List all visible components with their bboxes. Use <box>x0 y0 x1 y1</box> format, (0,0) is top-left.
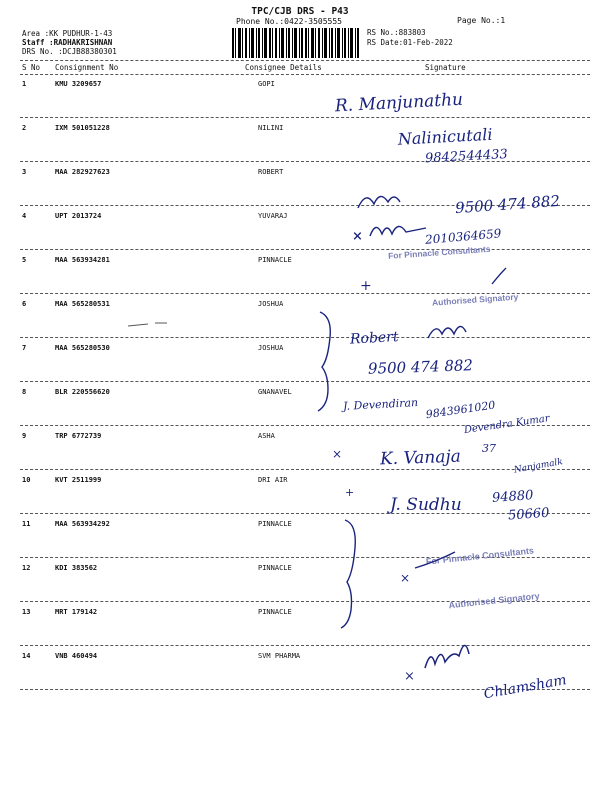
row-consignee: ROBERT <box>258 168 284 176</box>
handwritten-phone: 9842544433 <box>424 147 509 167</box>
row-sno: 8 <box>22 388 27 396</box>
signature-scribble <box>425 645 469 668</box>
handwritten-mark: × <box>332 447 343 461</box>
signature-scribble <box>358 196 400 208</box>
handwritten-phone: 2010364659 <box>424 226 502 247</box>
row-consignment-no: IXM 501051228 <box>55 124 110 132</box>
row-consignee: PINNACLE <box>258 256 292 264</box>
drs-number: DRS No. :DCJB88380301 <box>22 47 117 56</box>
signature-scribble <box>370 226 426 236</box>
row-sno: 13 <box>22 608 31 616</box>
row-sno: 14 <box>22 652 31 660</box>
row-sno: 9 <box>22 432 27 440</box>
row-consignee: SVM PHARMA <box>258 652 301 660</box>
row-sno: 3 <box>22 168 27 176</box>
handwritten-mark: + <box>360 278 372 294</box>
stray-mark <box>128 323 167 326</box>
row-consignee: ASHA <box>258 432 275 440</box>
col-consignee: Consignee Details <box>245 63 322 72</box>
handwritten-number: 37 <box>482 442 496 455</box>
col-sno: S No <box>22 63 41 72</box>
row-consignee: DRI AIR <box>258 476 288 484</box>
row-consignment-no: KVT 2511999 <box>55 476 102 484</box>
row-consignee: YUVARAJ <box>258 212 288 220</box>
handwritten-phone: 50660 <box>507 505 550 524</box>
handwritten-signature: J. Devendiran <box>342 396 419 413</box>
row-sno: 5 <box>22 256 27 264</box>
stamp-pinnacle-2: For Pinnacle Consultants <box>425 545 535 567</box>
bracket-mark <box>318 312 330 411</box>
handwritten-signature: Robert <box>349 329 399 348</box>
stamp-authorised-1: Authorised Signatory <box>431 291 519 308</box>
row-consignment-no: MAA 563934292 <box>55 520 110 528</box>
rs-number: RS No.:883803 <box>367 28 426 37</box>
handwritten-signature: J. Sudhu <box>390 495 462 515</box>
handwritten-signature: Chlamsham <box>482 672 568 703</box>
handwritten-mark: × <box>404 669 415 684</box>
handwritten-signature: K. Vanaja <box>379 446 462 470</box>
handwritten-phone: 9843961020 <box>425 398 497 422</box>
signature-scribble <box>428 326 466 338</box>
area-label: Area :KK PUDHUR-1-43 <box>22 29 113 38</box>
handwritten-phone: 9500 474 882 <box>454 191 561 218</box>
signature-scribble <box>492 268 506 284</box>
handwritten-name: Devendra Kumar <box>463 413 551 437</box>
row-sno: 12 <box>22 564 31 572</box>
row-consignee: NILINI <box>258 124 284 132</box>
handwritten-mark: × <box>400 571 411 585</box>
handwritten-name: Nanjamalk <box>513 457 564 476</box>
col-consignment: Consignment No <box>55 63 119 72</box>
row-consignee: PINNACLE <box>258 564 292 572</box>
col-signature: Signature <box>425 63 466 72</box>
row-consignment-no: KMU 3209657 <box>55 80 102 88</box>
document-title: TPC/CJB DRS - P43 <box>251 6 349 17</box>
handwritten-signature: Nalinicutali <box>397 124 493 149</box>
row-consignment-no: MRT 179142 <box>55 608 98 616</box>
row-consignment-no: MAA 282927623 <box>55 168 110 176</box>
row-sno: 11 <box>22 520 31 528</box>
phone-number: Phone No.:0422-3505555 <box>236 17 342 26</box>
row-consignment-no: TRP 6772739 <box>55 432 102 440</box>
row-consignment-no: MAA 565280530 <box>55 344 110 352</box>
row-consignee: GNANAVEL <box>258 388 292 396</box>
bracket-mark <box>341 520 355 628</box>
row-consignee: JOSHUA <box>258 300 284 308</box>
handwritten-signature: R. Manjunathu <box>334 89 464 117</box>
row-consignment-no: MAA 565280531 <box>55 300 110 308</box>
row-sno: 1 <box>22 80 27 88</box>
row-consignment-no: MAA 563934281 <box>55 256 110 264</box>
row-consignee: PINNACLE <box>258 520 292 528</box>
page-number: Page No.:1 <box>457 16 506 25</box>
handwritten-mark: × <box>352 229 363 244</box>
stamp-authorised-2: Authorised Signatory <box>448 590 541 611</box>
row-consignment-no: BLR 220556620 <box>55 388 110 396</box>
staff-label: Staff :RADHAKRISHNAN <box>22 38 113 47</box>
handwritten-mark: + <box>345 486 355 499</box>
row-consignee: GOPI <box>258 80 275 88</box>
row-consignee: PINNACLE <box>258 608 292 616</box>
row-consignment-no: VNB 460494 <box>55 652 98 660</box>
handwritten-phone: 94880 <box>491 488 534 506</box>
row-consignee: JOSHUA <box>258 344 284 352</box>
stamp-pinnacle-1: For Pinnacle Consultants <box>387 243 491 261</box>
rs-date: RS Date:01-Feb-2022 <box>367 38 453 47</box>
row-consignment-no: UPT 2013724 <box>55 212 102 220</box>
row-sno: 7 <box>22 344 27 352</box>
row-sno: 6 <box>22 300 27 308</box>
row-sno: 10 <box>22 476 31 484</box>
row-consignment-no: KDI 383562 <box>55 564 98 572</box>
handwritten-phone: 9500 474 882 <box>367 356 474 378</box>
row-sno: 4 <box>22 212 27 220</box>
row-sno: 2 <box>22 124 27 132</box>
